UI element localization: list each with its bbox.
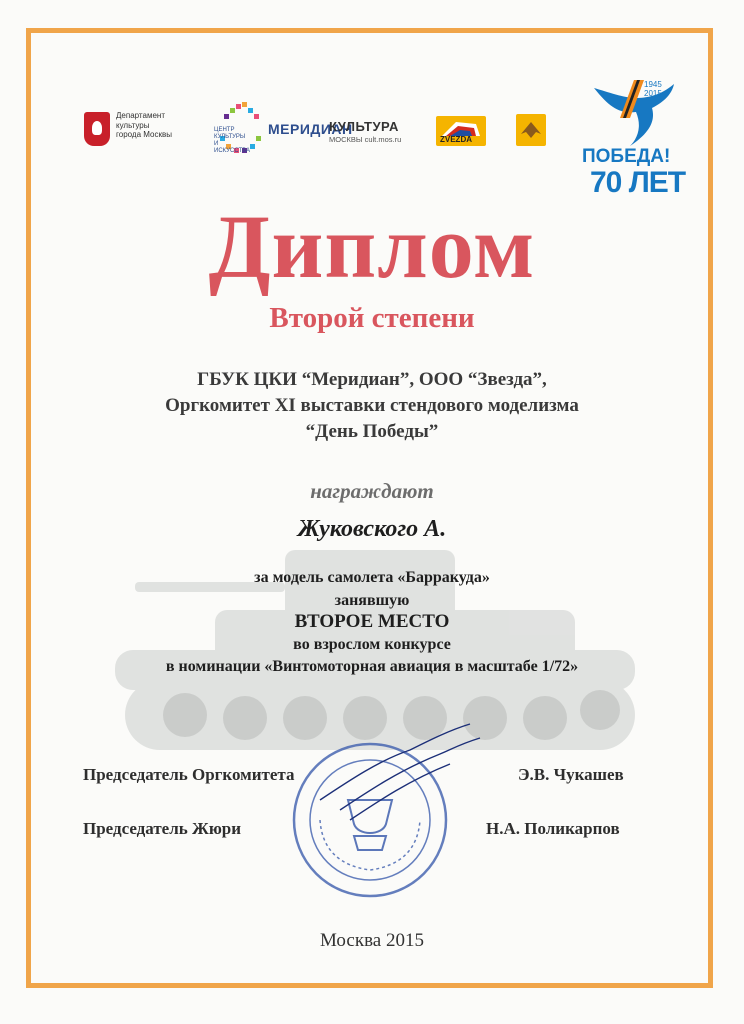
zvezda-logo-text: ZVEZDA xyxy=(440,135,472,144)
org-line-2: Оргкомитет XI выставки стендового моделизма xyxy=(165,395,579,416)
org-line-3: “День Победы” xyxy=(305,421,439,442)
org-line-1: ГБУК ЦКИ “Меридиан”, ООО “Звезда”, xyxy=(197,369,547,390)
place-line: ВТОРОЕ МЕСТО xyxy=(294,611,450,632)
nomination-line: в номинации «Винтомоторная авиация в масштабе 1/72» xyxy=(165,658,579,675)
kultura-logo-text: КУЛЬТУРА xyxy=(329,119,399,134)
diploma-title: Диплом xyxy=(208,198,536,297)
dept-line-1: Департамент xyxy=(116,111,165,120)
chair-org-label: Председатель Оргкомитета xyxy=(83,765,295,784)
pobeda-year-start: 1945 xyxy=(644,80,662,89)
award-verb: награждают xyxy=(310,479,434,503)
chair-jury-name: Н.А. Поликарпов xyxy=(486,819,620,838)
meridian-sub-line-3: И ИСКУССТВА xyxy=(214,141,250,154)
city-year: Москва 2015 xyxy=(320,930,424,951)
meridian-logo-text: МЕРИДИАН xyxy=(268,121,353,137)
meridian-subtext xyxy=(214,127,254,155)
eagle-emblem-icon xyxy=(516,114,546,146)
moscow-coat-of-arms-icon xyxy=(84,112,110,146)
model-line: за модель самолета «Барракуда» xyxy=(254,569,490,586)
recipient-name: Жуковского А. xyxy=(297,516,447,542)
pobeda-title: ПОБЕДА! xyxy=(582,146,671,167)
pobeda-year-end: 2015 xyxy=(644,89,662,98)
diploma-degree: Второй степени xyxy=(269,302,475,334)
dept-line-3: города Москвы xyxy=(116,130,172,139)
dove-ribbon-icon xyxy=(590,78,680,148)
dept-line-2: культуры xyxy=(116,120,150,130)
occupied-line: занявшую xyxy=(334,592,410,609)
kultura-logo-subtext: МОСКВЫ cult.mos.ru xyxy=(329,135,402,144)
chair-org-name: Э.В. Чукашев xyxy=(518,765,624,784)
chair-jury-label: Председатель Жюри xyxy=(83,819,242,838)
pobeda-70-years: 70 ЛЕТ xyxy=(590,166,686,199)
dept-culture-logo-text xyxy=(116,111,196,140)
meridian-sub-line-2: КУЛЬТУРЫ xyxy=(214,134,246,140)
meridian-sub-line-1: ЦЕНТР xyxy=(214,127,235,133)
handwritten-signature xyxy=(310,720,490,840)
pobeda-years xyxy=(644,80,662,98)
contest-line: во взрослом конкурсе xyxy=(293,636,451,653)
